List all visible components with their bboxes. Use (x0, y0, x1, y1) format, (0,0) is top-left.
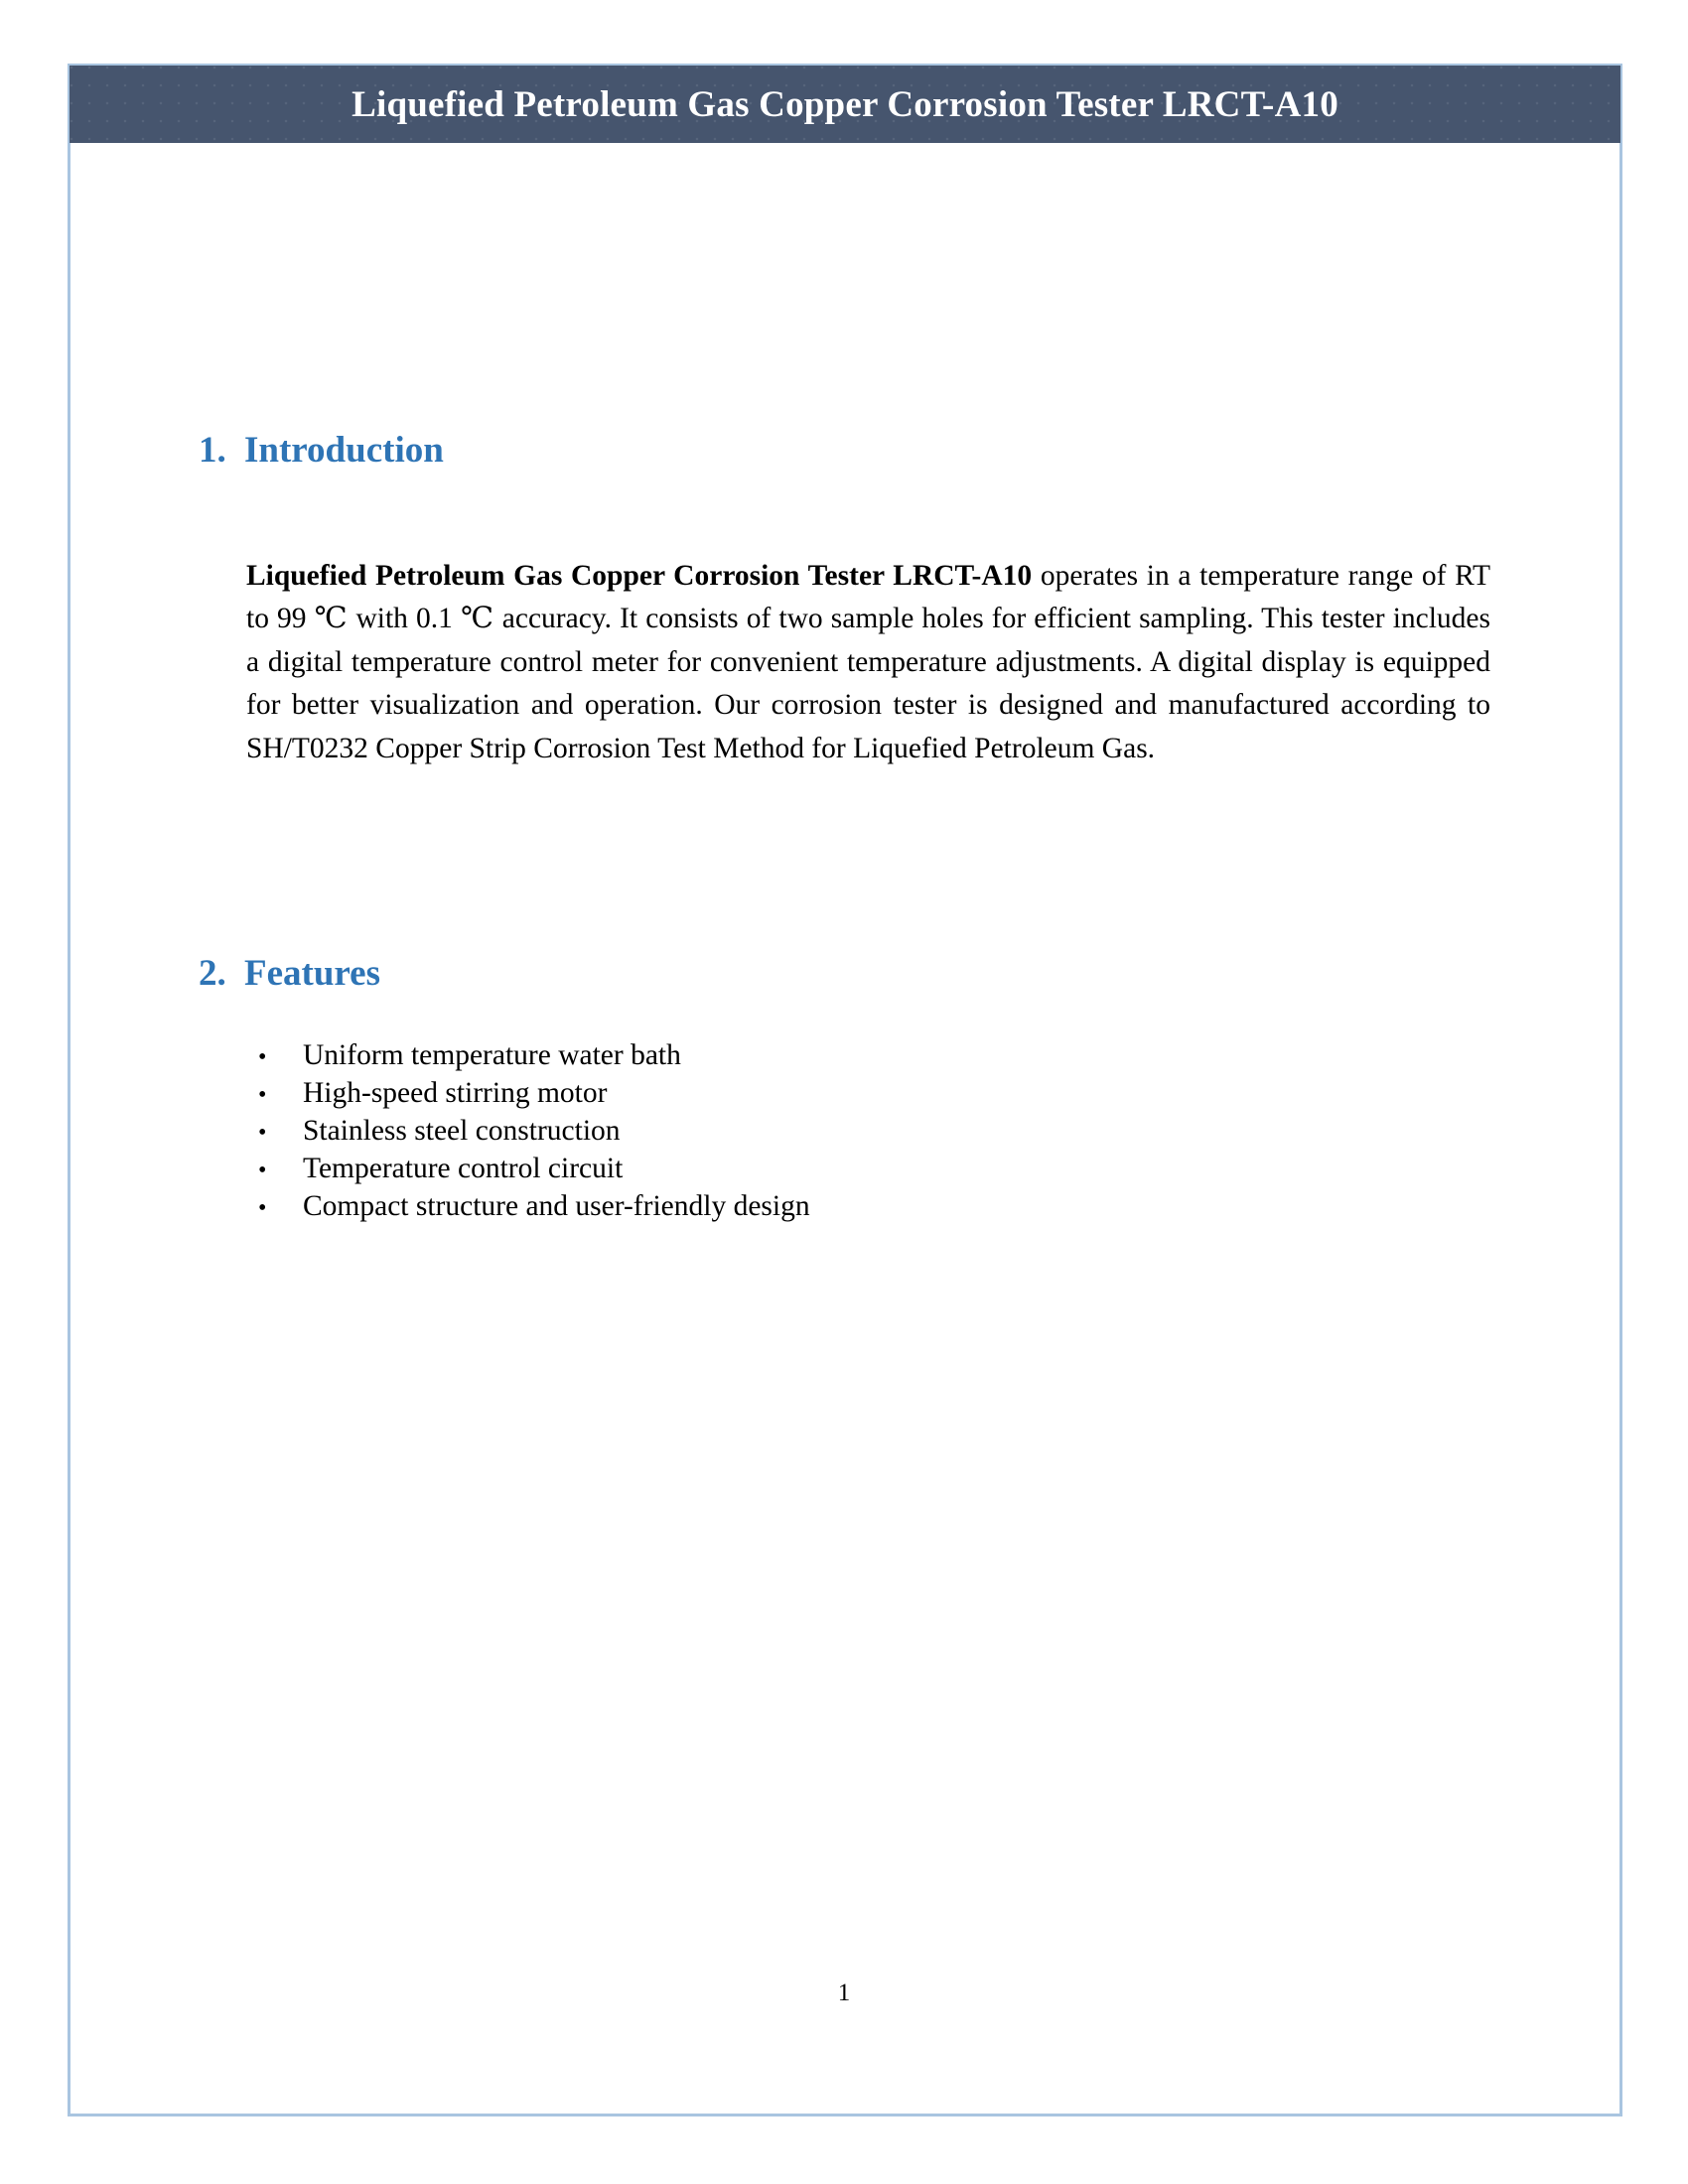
section-number-2: 2. (199, 953, 226, 994)
list-item-label: Uniform temperature water bath (303, 1039, 681, 1071)
introduction-paragraph-lead: Liquefied Petroleum Gas Copper Corrosion Tester LRCT-A10 (246, 559, 1033, 592)
bullet-icon: • (258, 1082, 267, 1108)
list-item (246, 1036, 1490, 1074)
section-number-1: 1. (199, 430, 226, 471)
introduction-paragraph-body: operates in a temperature range of RT to 99 ℃ with 0.1 ℃ accuracy. It consists of two sample holes for efficient sampling. This tester includes a digital temperature control meter for convenient temperature adjustments. A digital display is equipped for better visualization and operation. Our corrosion tester is designed and manufactured according to SH/T0232 Copper Strip Corrosion Test Method for Liquefied Petroleum Gas. (246, 559, 1490, 764)
list-item (246, 1112, 1490, 1150)
list-item-label: High-speed stirring motor (303, 1077, 608, 1109)
bullet-icon: • (258, 1195, 267, 1221)
list-item-label: Compact structure and user-friendly design (303, 1190, 810, 1222)
document-title: Liquefied Petroleum Gas Copper Corrosion Tester LRCT-A10 (352, 83, 1338, 125)
bullet-icon: • (258, 1044, 267, 1070)
section-heading-introduction (199, 431, 1509, 472)
bullet-icon: • (258, 1158, 267, 1183)
section-title-features: Features (244, 953, 380, 994)
list-item (246, 1187, 1490, 1225)
features-list (246, 1036, 1490, 1225)
section-heading-features (199, 954, 1509, 995)
introduction-paragraph (246, 555, 1490, 771)
list-item-label: Stainless steel construction (303, 1115, 621, 1147)
page-number: 1 (837, 1979, 851, 2006)
list-item-label: Temperature control circuit (303, 1153, 624, 1184)
bullet-icon: • (258, 1120, 267, 1146)
section-title-introduction: Introduction (244, 430, 444, 471)
list-item (246, 1074, 1490, 1112)
list-item (246, 1150, 1490, 1187)
